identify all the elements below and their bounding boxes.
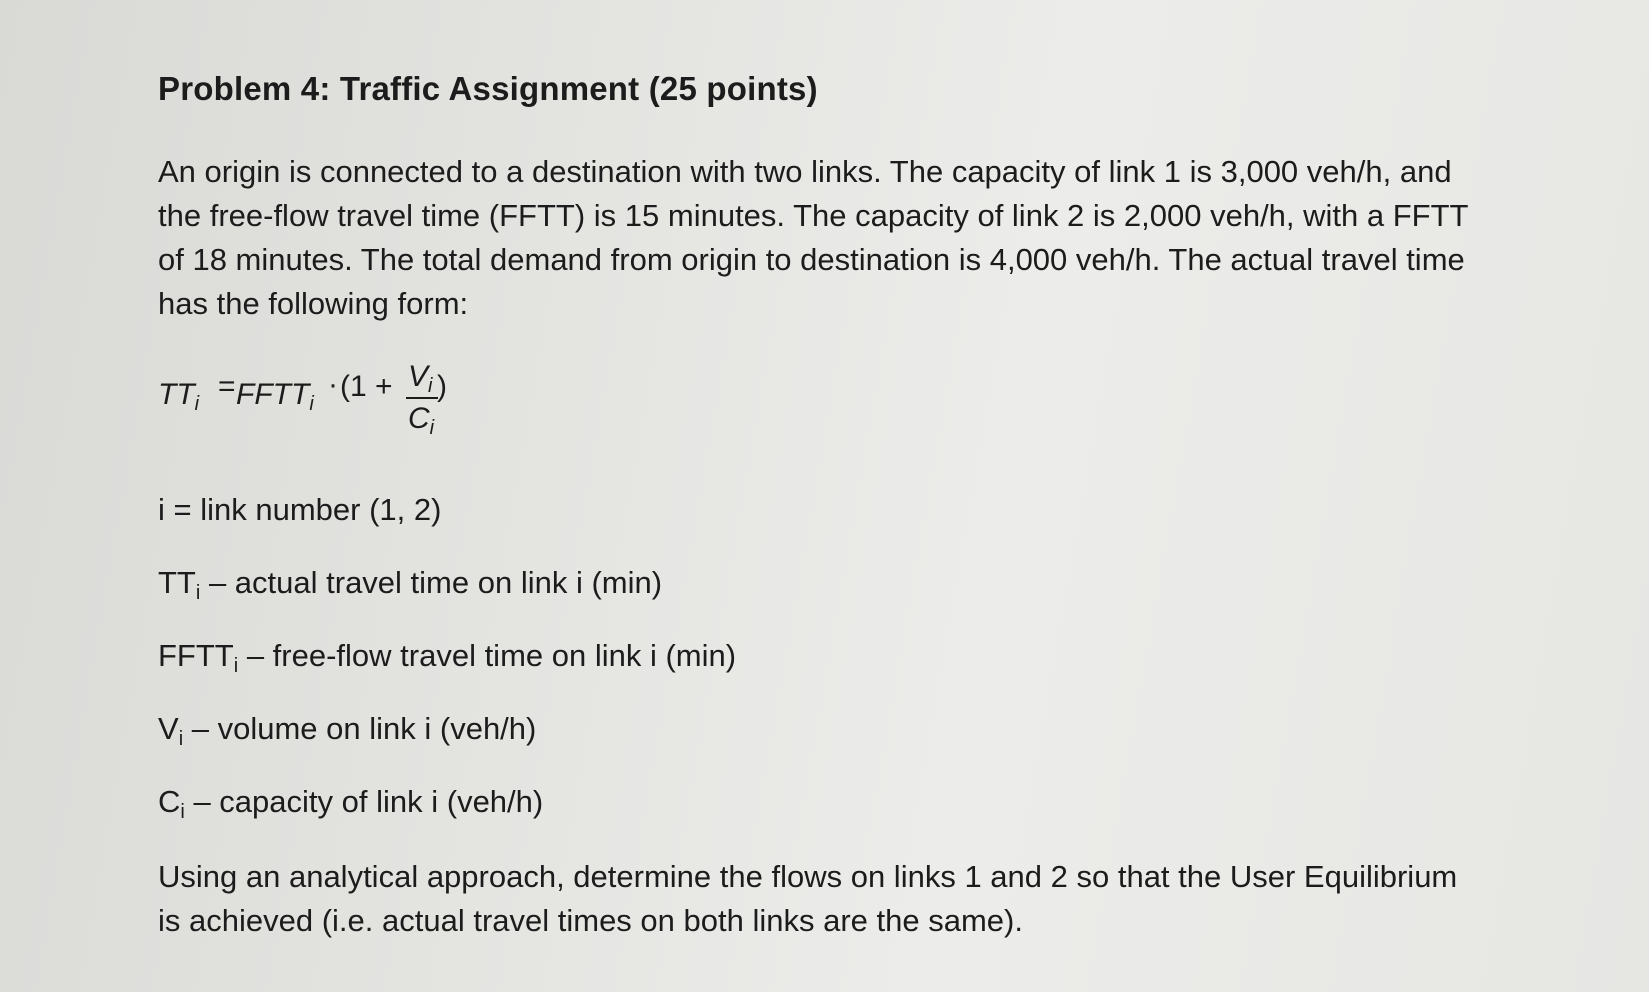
definition-symbol: V	[158, 711, 179, 746]
formula-lhs	[158, 378, 199, 416]
formula-numerator-sub: i	[428, 375, 433, 397]
formula-denominator-sub: i	[429, 417, 435, 439]
formula-fftt	[236, 378, 314, 416]
definition-sub: i	[195, 582, 201, 604]
definition-item	[158, 563, 736, 636]
fraction-bar	[406, 397, 438, 399]
definitions-list	[158, 490, 736, 855]
definition-text: = link number (1, 2)	[164, 492, 442, 527]
formula-numerator-symbol: V	[408, 360, 429, 393]
definition-text: – actual travel time on link i (min)	[200, 565, 663, 600]
problem-statement: An origin is connected to a destination with two links. The capacity of link 1 is 3,000 veh/h, and the free-flow travel time (FFTT) is 15 minutes. The capacity of link 2 is 2,000 veh/h, with a FFTT of 18 minutes. The total demand from origin to destination is 4,000 veh/h. The actual travel time has the following form:	[158, 154, 1468, 321]
formula-open: (1 +	[340, 370, 393, 403]
formula-dot: ·	[328, 368, 338, 401]
definition-symbol: C	[158, 784, 181, 819]
definition-sub: i	[178, 728, 184, 750]
problem-page	[158, 70, 1598, 938]
definition-symbol: i	[158, 492, 165, 527]
definition-item	[158, 636, 736, 709]
definition-symbol: TT	[158, 565, 196, 600]
definition-text: – free-flow travel time on link i (min)	[238, 638, 737, 673]
problem-title: Problem 4: Traffic Assignment (25 points)	[158, 70, 818, 107]
definition-text: – capacity of link i (veh/h)	[184, 784, 544, 819]
formula-fftt-symbol: FFTT	[236, 378, 310, 411]
definition-item	[158, 782, 736, 855]
formula-numerator	[408, 360, 432, 398]
definition-sub: i	[180, 801, 185, 823]
formula-close: )	[437, 370, 447, 403]
formula-denominator	[408, 402, 434, 440]
formula-lhs-sub: i	[194, 393, 200, 415]
definition-sub: i	[233, 655, 239, 677]
definition-text: – volume on link i (veh/h)	[183, 711, 537, 746]
problem-question: Using an analytical approach, determine the flows on links 1 and 2 so that the User Equilibrium is achieved (i.e. actual travel times on both links are the same).	[158, 859, 1458, 938]
formula-lhs-symbol: TT	[158, 378, 195, 411]
formula-fftt-sub: i	[309, 393, 314, 415]
definition-item	[158, 709, 736, 782]
formula-equals: =	[218, 370, 236, 403]
definition-symbol: FFTT	[158, 638, 234, 673]
formula-denominator-symbol: C	[408, 402, 430, 435]
definition-item	[158, 490, 736, 563]
